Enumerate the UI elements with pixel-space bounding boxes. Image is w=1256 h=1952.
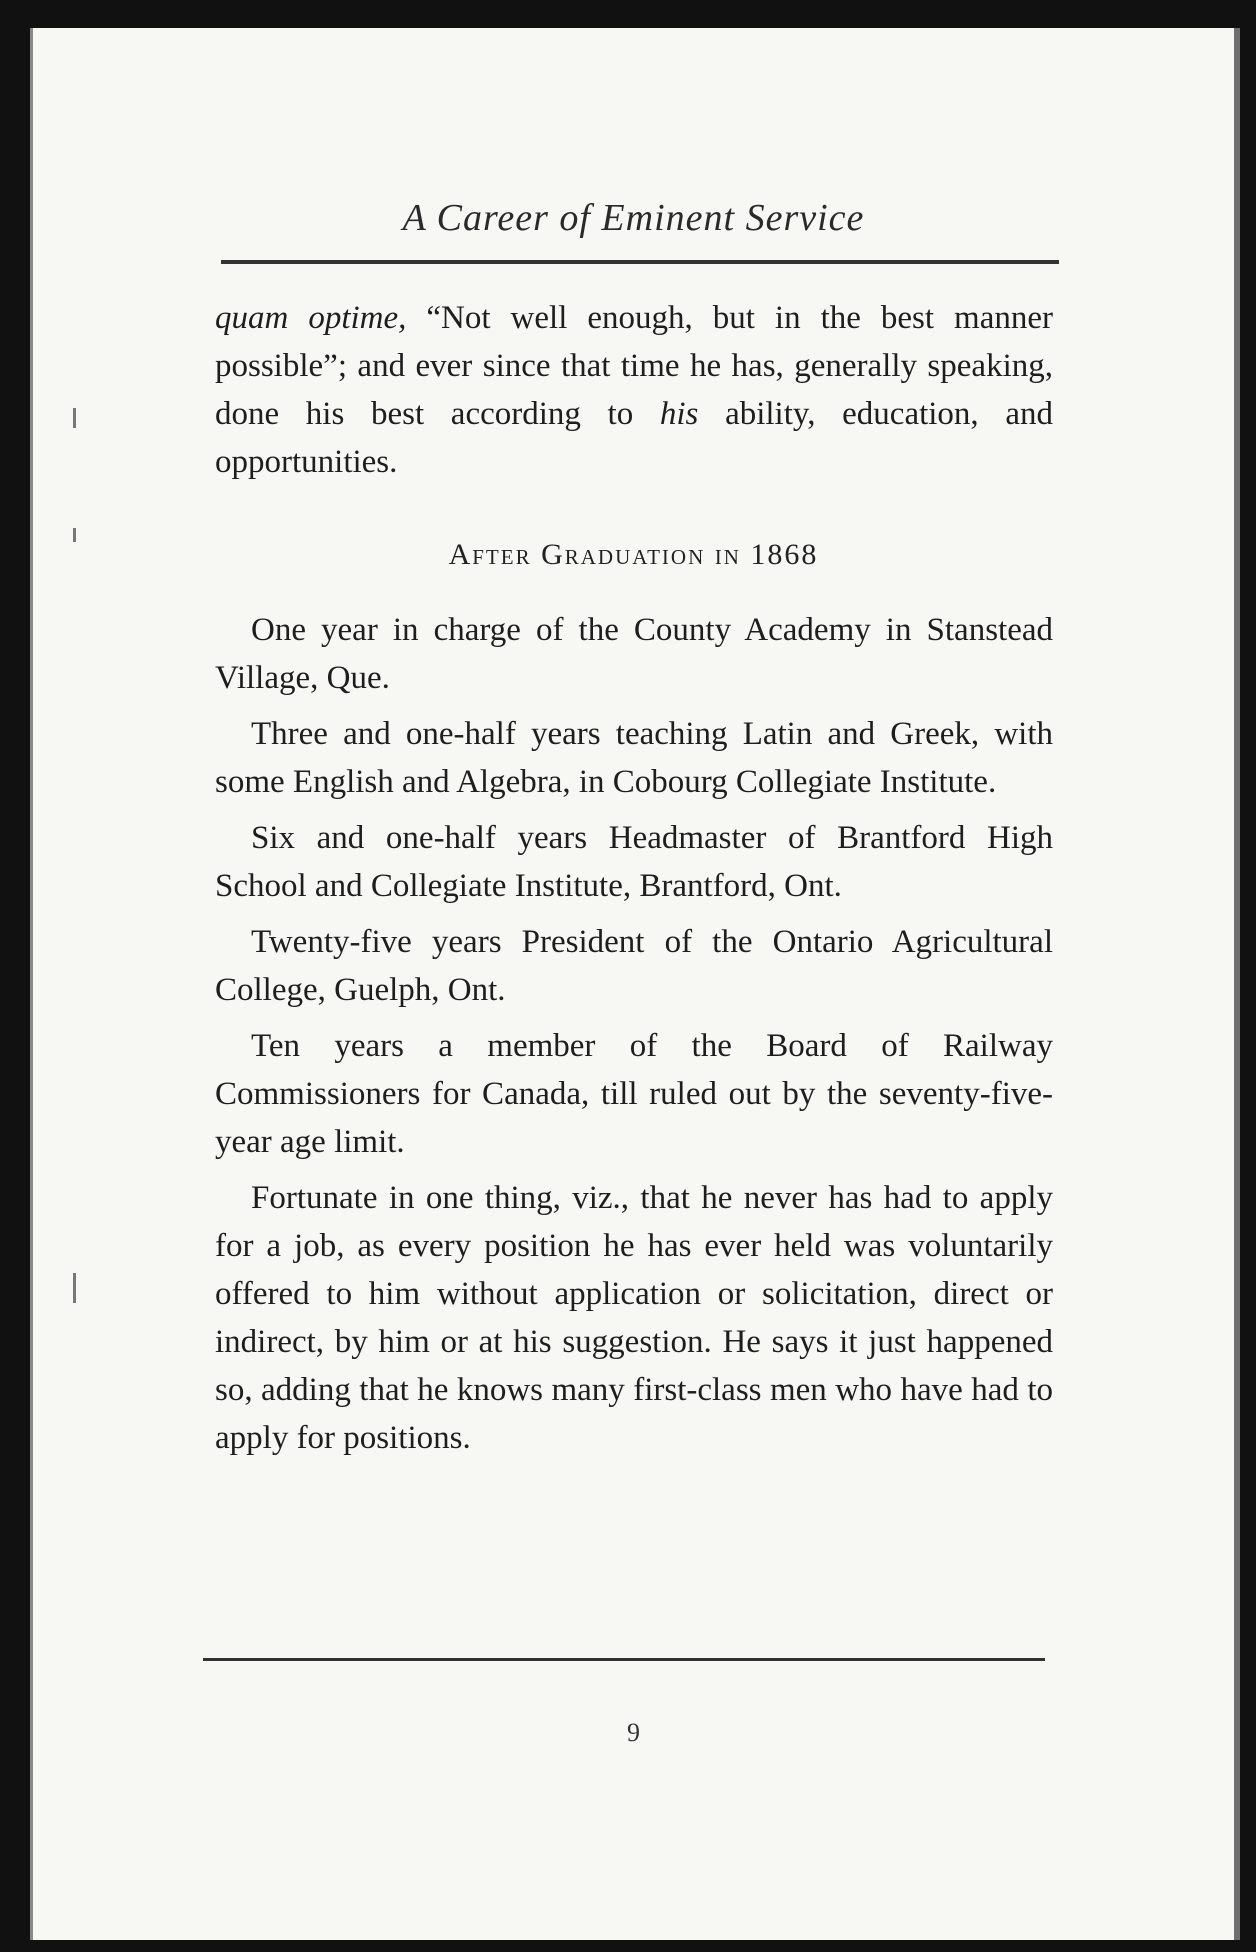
- footer-rule: [203, 1658, 1045, 1661]
- margin-mark: [73, 408, 76, 428]
- career-paragraph: Fortunate in one thing, viz., that he never has had to apply for a job, as every position he has ever held was voluntarily offered to him without application or solicitation, direct or indirect, by him or at his suggestion. He says it just happened so, adding that he knows many first-class men who have had to apply for positions.: [215, 1180, 1053, 1456]
- opening-paragraph: [215, 294, 1053, 486]
- career-paragraph: Six and one-half years Headmaster of Brantford High School and Collegiate Institute, Brantford, Ont.: [215, 820, 1053, 904]
- career-paragraph: One year in charge of the County Academy in Stanstead Village, Que.: [215, 612, 1053, 696]
- career-paragraph: Ten years a member of the Board of Railway Commissioners for Canada, till ruled out by the seventy-five-year age limit.: [215, 1028, 1053, 1160]
- opening-text-a: “Not well enough, but in the best manner possible”; and ever since that time he has, generally speaking, done his best according to: [215, 300, 1053, 432]
- career-list: [215, 606, 1053, 1470]
- latin-phrase: quam optime,: [215, 300, 407, 336]
- emphasis-his: his: [659, 396, 699, 432]
- margin-mark: [73, 1273, 76, 1303]
- page-number: 9: [627, 1718, 640, 1747]
- running-head: A Career of Eminent Service: [402, 197, 865, 239]
- career-paragraph: Twenty-five years President of the Ontario Agricultural College, Guelph, Ont.: [215, 924, 1053, 1008]
- book-page: [30, 28, 1240, 1940]
- opening-text-b: ability, education, and opportunities.: [215, 396, 1053, 480]
- header-rule: [221, 260, 1059, 264]
- career-paragraph: Three and one-half years teaching Latin and Greek, with some English and Algebra, in Cobourg Collegiate Institute.: [215, 716, 1053, 800]
- section-heading: After Graduation in 1868: [448, 538, 819, 571]
